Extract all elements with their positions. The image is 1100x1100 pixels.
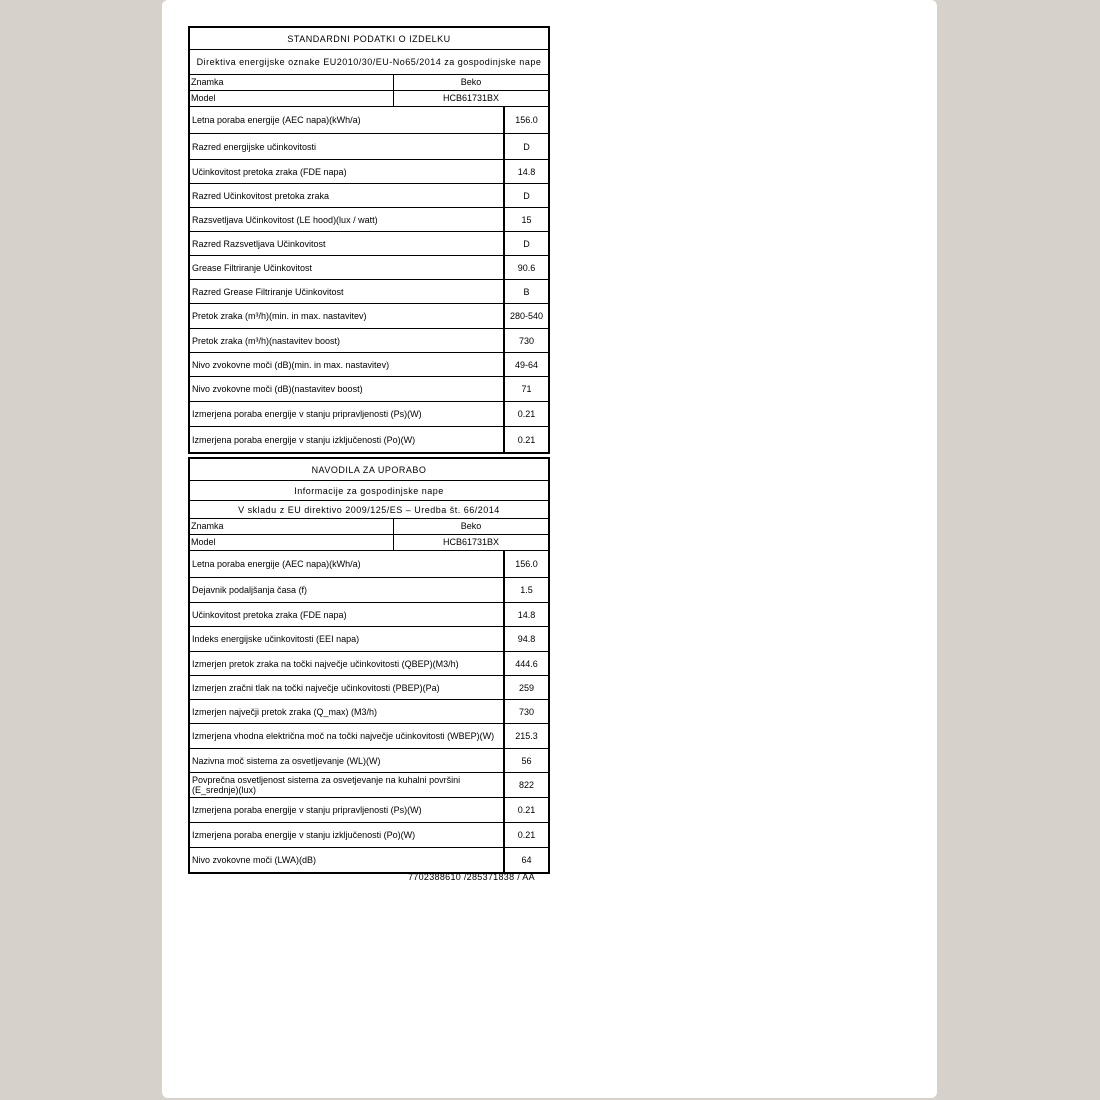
table-row [190, 848, 548, 872]
brand-value: Beko [460, 77, 482, 87]
row-label: Razsvetljava Učinkovitost (LE hood)(lux / watt) [190, 208, 505, 231]
table-row [190, 304, 548, 329]
table-title: STANDARDNI PODATKI O IZDELKU [190, 28, 548, 50]
row-value: 156.0 [515, 559, 538, 569]
row-label: Razred Učinkovitost pretoka zraka [190, 184, 505, 207]
table-row [190, 603, 548, 627]
row-value: 280-540 [509, 311, 544, 321]
brand-value: Beko [460, 521, 482, 531]
row-value: B [523, 286, 530, 297]
row-label: Grease Filtriranje Učinkovitost [190, 256, 505, 279]
row-label: Izmerjena vhodna električna moč na točki največje učinkovitosti (WBEP)(W) [190, 724, 505, 748]
row-label: Izmerjen zračni tlak na točki največje učinkovitosti (PBEP)(Pa) [190, 676, 505, 699]
table-row [190, 627, 548, 652]
table-row [190, 232, 548, 256]
usage-instructions-table [188, 457, 550, 874]
model-label: Model [190, 535, 394, 550]
table-row [190, 749, 548, 773]
row-value: 71 [521, 384, 532, 394]
table-row [190, 208, 548, 232]
row-label: Nazivna moč sistema za osvetljevanje (WL)(W) [190, 749, 505, 772]
table-row [190, 798, 548, 823]
row-value: 215.3 [515, 731, 538, 741]
row-value: 14.8 [517, 166, 536, 177]
row-label: Izmerjena poraba energije v stanju izključenosti (Po)(W) [190, 823, 505, 847]
row-value: 0.21 [517, 434, 536, 445]
table-title: NAVODILA ZA UPORABO [190, 459, 548, 481]
row-value: 14.8 [517, 609, 536, 620]
row-value: 56 [521, 755, 532, 766]
model-value: HCB61731BX [442, 537, 500, 547]
table-row [190, 578, 548, 603]
row-label: Nivo zvokovne moči (dB)(nastavitev boost) [190, 377, 505, 401]
model-row [190, 535, 548, 551]
row-value: 0.21 [517, 830, 536, 840]
table-row [190, 353, 548, 377]
table-row [190, 427, 548, 452]
table-row [190, 773, 548, 798]
row-value: 49-64 [514, 359, 539, 370]
table-row [190, 134, 548, 160]
table-row [190, 107, 548, 134]
table-row [190, 700, 548, 724]
row-value: 90.6 [517, 262, 536, 273]
row-label: Izmerjena poraba energije v stanju pripravljenosti (Ps)(W) [190, 402, 505, 426]
data-rows [190, 551, 548, 872]
row-label: Letna poraba energije (AEC napa)(kWh/a) [190, 551, 505, 577]
row-label: Izmerjen največji pretok zraka (Q_max) (M3/h) [190, 700, 505, 723]
row-label: Pretok zraka (m³/h)(nastavitev boost) [190, 329, 505, 352]
document-page [162, 0, 937, 1098]
data-rows [190, 107, 548, 452]
row-value: D [523, 238, 530, 249]
row-value: 156.0 [515, 115, 538, 125]
table-row [190, 280, 548, 304]
model-row [190, 91, 548, 107]
table-row [190, 676, 548, 700]
table-row [190, 724, 548, 749]
table-subtitle: Informacije za gospodinjske nape [190, 481, 548, 501]
row-label: Razred Grease Filtriranje Učinkovitost [190, 280, 505, 303]
row-label: Razred energijske učinkovitosti [190, 134, 505, 159]
row-value: 444.6 [515, 658, 538, 669]
table-row [190, 551, 548, 578]
product-data-table [188, 26, 550, 454]
row-value: 259 [518, 682, 535, 693]
brand-label: Znamka [190, 75, 394, 90]
row-value: 730 [518, 335, 535, 346]
row-value: 0.21 [517, 409, 536, 419]
row-label: Nivo zvokovne moči (LWA)(dB) [190, 848, 505, 872]
row-value: 15 [521, 214, 532, 225]
row-label: Razred Razsvetljava Učinkovitost [190, 232, 505, 255]
row-label: Izmerjena poraba energije v stanju pripravljenosti (Ps)(W) [190, 798, 505, 822]
row-label: Izmerjena poraba energije v stanju izključenosti (Po)(W) [190, 427, 505, 452]
row-value: 0.21 [517, 805, 536, 815]
model-label: Model [190, 91, 394, 106]
table-row [190, 184, 548, 208]
table-row [190, 652, 548, 676]
row-label: Izmerjen pretok zraka na točki največje učinkovitosti (QBEP)(M3/h) [190, 652, 505, 675]
row-value: D [523, 190, 530, 201]
row-label: Letna poraba energije (AEC napa)(kWh/a) [190, 107, 505, 133]
row-label: Učinkovitost pretoka zraka (FDE napa) [190, 603, 505, 626]
brand-row [190, 75, 548, 91]
document-code: 7702388610 /285371838 / AA [408, 872, 535, 882]
row-value: 64 [521, 855, 532, 865]
row-label: Učinkovitost pretoka zraka (FDE napa) [190, 160, 505, 183]
table-subtitle: Direktiva energijske oznake EU2010/30/EU-No65/2014 za gospodinjske nape [190, 50, 548, 75]
table-row [190, 377, 548, 402]
table-row [190, 329, 548, 353]
table-row [190, 160, 548, 184]
row-label: Indeks energijske učinkovitosti (EEI napa) [190, 627, 505, 651]
row-value: 94.8 [517, 634, 536, 644]
row-label: Nivo zvokovne moči (dB)(min. in max. nastavitev) [190, 353, 505, 376]
model-value: HCB61731BX [442, 93, 500, 103]
brand-label: Znamka [190, 519, 394, 534]
table-row [190, 256, 548, 280]
brand-row [190, 519, 548, 535]
table-row [190, 823, 548, 848]
row-label: Dejavnik podaljšanja časa (f) [190, 578, 505, 602]
row-label: Pretok zraka (m³/h)(min. in max. nastavitev) [190, 304, 505, 328]
row-label: Povprečna osvetljenost sistema za osvetjevanje na kuhalni površini (E_srednje)(lux) [190, 773, 505, 797]
row-value: 1.5 [520, 585, 533, 595]
table-row [190, 402, 548, 427]
row-value: 822 [518, 780, 535, 790]
row-value: D [523, 141, 530, 152]
table-subtitle-regulation: V skladu z EU direktivo 2009/125/ES – Uredba št. 66/2014 [190, 501, 548, 519]
row-value: 730 [518, 706, 535, 717]
